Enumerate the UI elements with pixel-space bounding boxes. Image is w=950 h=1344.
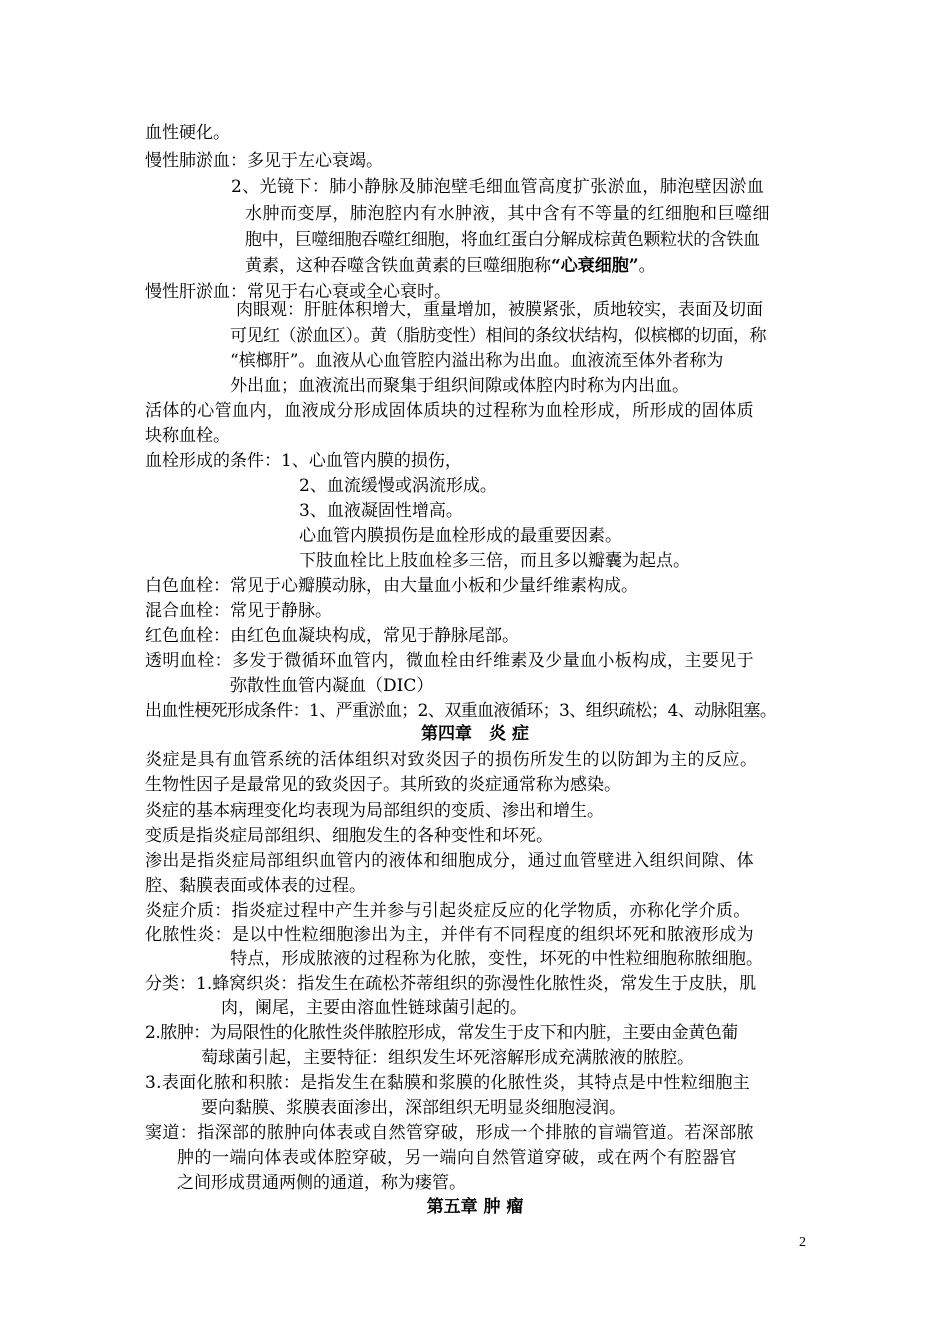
text-line: 3.表面化脓和积脓：是指发生在黏膜和浆膜的化脓性炎，其特点是中性粒细胞主 — [145, 1073, 751, 1093]
term-heart-failure-cell: “心衰细胞” — [551, 256, 639, 276]
text-line: 2、光镜下：肺小静脉及肺泡壁毛细血管高度扩张淤血，肺泡壁因淤血 — [231, 177, 765, 197]
text-line: 3、血液凝固性增高。 — [299, 501, 463, 521]
text-line: 慢性肝淤血：常见于右心衰或全心衰时。 — [145, 282, 451, 302]
text-line: 肿的一端向体表或体腔穿破，另一端向自然管道穿破，或在两个有腔器官 — [177, 1148, 737, 1168]
text-line: 弥散性血管内凝血（DIC） — [230, 676, 434, 696]
text-line: 化脓性炎：是以中性粒细胞渗出为主，并伴有不同程度的组织坏死和脓液形成为 — [145, 925, 754, 945]
text-line: 要向黏膜、浆膜表面渗出，深部组织无明显炎细胞浸润。 — [201, 1098, 626, 1118]
text-line: 可见红（淤血区）。黄（脂肪变性）相间的条纹状结构，似槟榔的切面，称 — [230, 326, 766, 346]
text-line: 出血性梗死形成条件：1、严重淤血；2、双重血液循环；3、组织疏松；4、动脉阻塞。 — [145, 701, 777, 721]
text-line: “槟榔肝”。血液从心血管腔内溢出称为出血。血液流至体外者称为 — [230, 351, 724, 371]
text-line: 混合血栓：常见于静脉。 — [145, 601, 332, 621]
text-line: 白色血栓：常见于心瓣膜动脉，由大量血小板和少量纤维素构成。 — [145, 576, 638, 596]
text-line: 水肿而变厚，肺泡腔内有水肿液，其中含有不等量的红细胞和巨噬细 — [245, 204, 770, 224]
text-line: 血栓形成的条件：1、心血管内膜的损伤， — [145, 451, 462, 471]
page-number: 2 — [799, 1235, 806, 1250]
text-line: 胞中，巨噬细胞吞噬红细胞，将血红蛋白分解成棕黄色颗粒状的含铁血 — [245, 230, 760, 250]
text-line: 血性硬化。 — [145, 123, 230, 143]
text-line: 萄球菌引起，主要特征：组织发生坏死溶解形成充满脓液的脓腔。 — [201, 1048, 694, 1068]
text-line: 炎症的基本病理变化均表现为局部组织的变质、渗出和增生。 — [145, 801, 604, 821]
text-line: 红色血栓：由红色血凝块构成，常见于静脉尾部。 — [145, 626, 519, 646]
text-segment: 黄素，这种吞噬含铁血黄素的巨噬细胞称 — [245, 256, 551, 276]
text-line: 块称血栓。 — [145, 426, 230, 446]
text-line: 下肢血栓比上肢血栓多三倍，而且多以瓣囊为起点。 — [299, 551, 690, 571]
text-line: 渗出是指炎症局部组织血管内的液体和细胞成分，通过血管壁进入组织间隙、体 — [145, 851, 754, 871]
text-line: 肉，阑尾，主要由溶血性链球菌引起的。 — [221, 998, 527, 1018]
text-line: 之间形成贯通两侧的通道，称为瘘管。 — [177, 1173, 466, 1193]
chapter-heading: 第四章 炎 症 — [421, 724, 529, 744]
text-line: 窦道：指深部的脓肿向体表或自然管穿破，形成一个排脓的盲端管道。若深部脓 — [145, 1123, 754, 1143]
text-line: 变质是指炎症局部组织、细胞发生的各种变性和坏死。 — [145, 826, 553, 846]
text-line: 透明血栓：多发于微循环血管内，微血栓由纤维素及少量血小板构成，主要见于 — [145, 651, 754, 671]
text-line: 生物性因子是最常见的致炎因子。其所致的炎症通常称为感染。 — [145, 775, 621, 795]
text-line: 慢性肺淤血：多见于左心衰竭。 — [145, 151, 383, 171]
text-line: 肉眼观：肝脏体积增大，重量增加，被膜紧张，质地较实，表面及切面 — [236, 300, 763, 320]
text-line: 外出血；血液流出而聚集于组织间隙或体腔内时称为内出血。 — [230, 376, 689, 396]
text-line: 炎症是具有血管系统的活体组织对致炎因子的损伤所发生的以防卸为主的反应。 — [145, 750, 758, 770]
text-line: 心血管内膜损伤是血栓形成的最重要因素。 — [299, 526, 622, 546]
text-line: 分类：1.蜂窝织炎：指发生在疏松芥蒂组织的弥漫性化脓性炎，常发生于皮肤，肌 — [145, 974, 757, 994]
text-line: 特点，形成脓液的过程称为化脓，变性，坏死的中性粒细胞称脓细胞。 — [230, 949, 764, 969]
text-line: 炎症介质：指炎症过程中产生并参与引起炎症反应的化学物质，亦称化学介质。 — [145, 901, 751, 921]
text-segment: 。 — [638, 256, 656, 276]
text-line: 活体的心管血内，血液成分形成固体质块的过程称为血栓形成，所形成的固体质 — [145, 401, 754, 421]
text-line: 腔、黏膜表面或体表的过程。 — [145, 876, 366, 896]
text-line — [245, 254, 656, 278]
text-line: 2、血流缓慢或涡流形成。 — [299, 476, 497, 496]
text-line: 2.脓肿：为局限性的化脓性炎伴脓腔形成，常发生于皮下和内脏，主要由金黄色葡 — [145, 1023, 738, 1043]
chapter-heading: 第五章 肿 瘤 — [426, 1197, 524, 1217]
